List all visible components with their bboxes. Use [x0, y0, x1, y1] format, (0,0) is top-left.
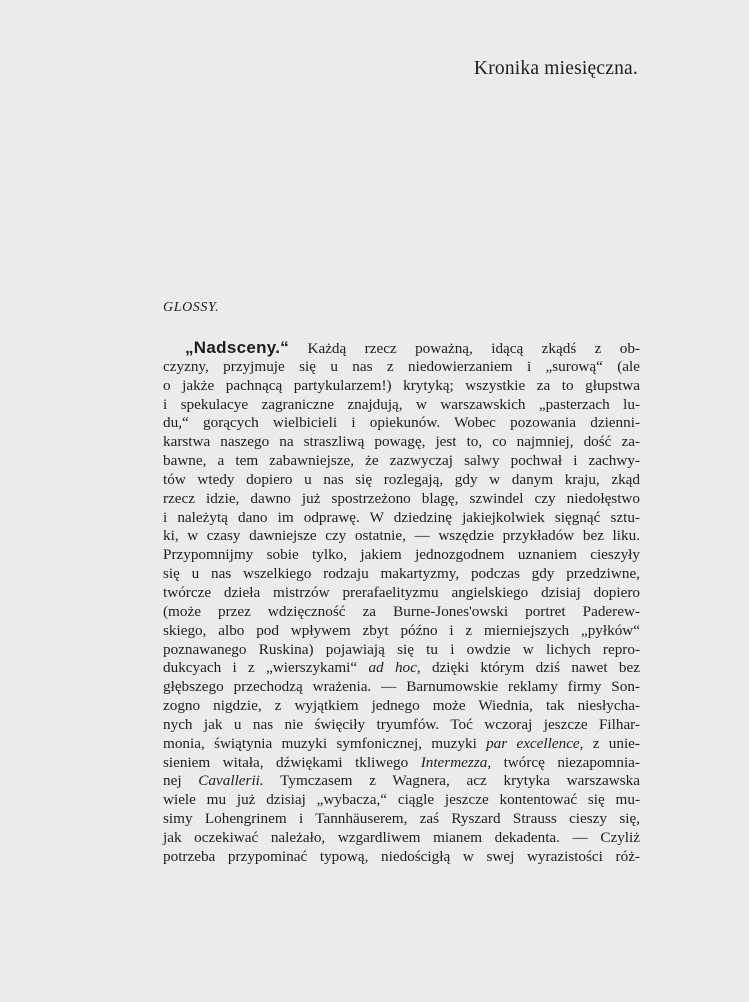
text-segment: dzięki którym dziś nawet bez [420, 659, 640, 677]
text-line [163, 791, 640, 810]
text-line [163, 527, 640, 546]
text-segment: sieniem witała, dźwiękami tkliwego [163, 753, 421, 771]
text-segment: (może przez wdzięczność za Burne-Jones'owski portret Paderew- [163, 602, 640, 620]
text-segment: Każdą rzecz poważną, idącą zkądś z ob- [289, 340, 640, 357]
text-line [163, 452, 640, 471]
text-segment: tów wtedy dopiero u nas się rozlegają, gdy w danym kraju, zkąd [163, 470, 640, 488]
text-segment: poznawanego Ruskina) pojawiają się tu i owdzie w lichych repro- [163, 640, 640, 658]
article-heading: „Nadsceny.“ [185, 338, 290, 357]
text-segment: się u nas wszelkiego rodzaju makartyzmy, podczas gdy przedziwne, [163, 565, 640, 583]
text-line [163, 565, 640, 584]
text-segment: dukcyach i z „wierszykami“ [163, 659, 369, 677]
text-segment: nych jak u nas nie święciły tryumfów. Toć wczoraj jeszcze Filhar- [163, 715, 640, 733]
section-title: GLOSSY. [163, 300, 220, 315]
text-segment: ki, w czasy dawniejsze czy ostatnie, — wszędzie przykładów bez liku. [163, 527, 640, 545]
text-segment: simy Lohengrinem i Tannhäuserem, zaś Ryszard Strauss cieszy się, [163, 810, 640, 828]
article-body [163, 339, 640, 867]
italic-phrase: par excellence, [486, 734, 584, 752]
text-segment: bawne, a tem zabawniejsze, że zazwyczaj salwy pochwał i zachwy- [163, 452, 640, 470]
text-line [163, 396, 640, 415]
text-line [163, 641, 640, 660]
text-segment: i należytą dano im odprawę. W dziedzinę jakiejkolwiek sięgnąć sztu- [163, 508, 640, 526]
text-segment: wiele mu już dzisiaj „wybacza,“ ciągle jeszcze kontentować się mu- [163, 791, 640, 809]
text-segment: du,“ gorących wielbicieli i opiekunów. Wobec pozowania dzienni- [163, 414, 640, 432]
italic-phrase: Cavallerii. [198, 772, 264, 790]
text-line [163, 433, 640, 452]
text-segment: o jakże pachnącą partykularzem!) krytyką; wszystkie za to głupstwa [163, 376, 640, 394]
text-line [163, 377, 640, 396]
text-line [163, 848, 640, 867]
running-title: Kronika miesięczna. [473, 58, 638, 79]
text-line [163, 546, 640, 565]
text-segment: twórcę niezapomnia- [491, 753, 640, 771]
text-line [163, 810, 640, 829]
text-segment: twórcze dzieła mistrzów prerafaelityzmu angielskiego dzisiaj dopiero [163, 583, 640, 601]
italic-phrase: ad hoc, [368, 659, 421, 677]
text-line [163, 829, 640, 848]
text-segment: potrzeba przypominać typową, niedościgłą w swej wyrazistości róż- [163, 847, 640, 865]
text-line [163, 339, 640, 358]
text-line [163, 735, 640, 754]
text-segment: karstwa naszego na straszliwą powagę, jest to, co najmniej, dość za- [163, 433, 640, 451]
text-segment: i spekulacye zagraniczne znajdują, w warszawskich „pasterzach lu- [163, 395, 640, 413]
text-segment: głębszego przechodzą wrażenia. — Barnumowskie reklamy firmy Son- [163, 678, 640, 696]
text-segment: zogno nigdzie, z wyjątkiem jednego może Wiednia, tak niesłycha- [163, 697, 640, 715]
text-segment: Przypomnijmy sobie tylko, jakiem jednozgodnem uznaniem cieszyły [163, 546, 640, 564]
text-segment: monia, świątynia muzyki symfonicznej, muzyki [163, 734, 487, 752]
text-segment: jak oczekiwać należało, wzgardliwem mianem dekadenta. — Czyliż [163, 828, 640, 846]
text-line [163, 659, 640, 678]
text-line [163, 678, 640, 697]
text-line [163, 603, 640, 622]
text-line [163, 622, 640, 641]
text-line [163, 509, 640, 528]
text-line [163, 716, 640, 735]
text-line [163, 584, 640, 603]
text-segment: czyzny, przyjmuje się u nas z niedowierzaniem i „surową“ (ale [163, 357, 640, 375]
text-line [163, 358, 640, 377]
italic-phrase: Intermezza, [420, 753, 492, 771]
text-line [163, 490, 640, 509]
text-line [163, 697, 640, 716]
text-segment: Tymczasem z Wagnera, acz krytyka warszawska [263, 772, 640, 790]
text-segment: nej [163, 772, 199, 790]
text-segment: skiego, albo pod wpływem zbyt późno i z mierniejszych „pyłków“ [163, 621, 640, 639]
text-segment: rzecz idzie, dawno już spostrzeżono blagę, szwindel czy niedołęstwo [163, 489, 640, 507]
text-segment: z unie- [583, 734, 640, 752]
text-line [163, 772, 640, 791]
text-line [163, 414, 640, 433]
text-line [163, 471, 640, 490]
text-line [163, 754, 640, 773]
